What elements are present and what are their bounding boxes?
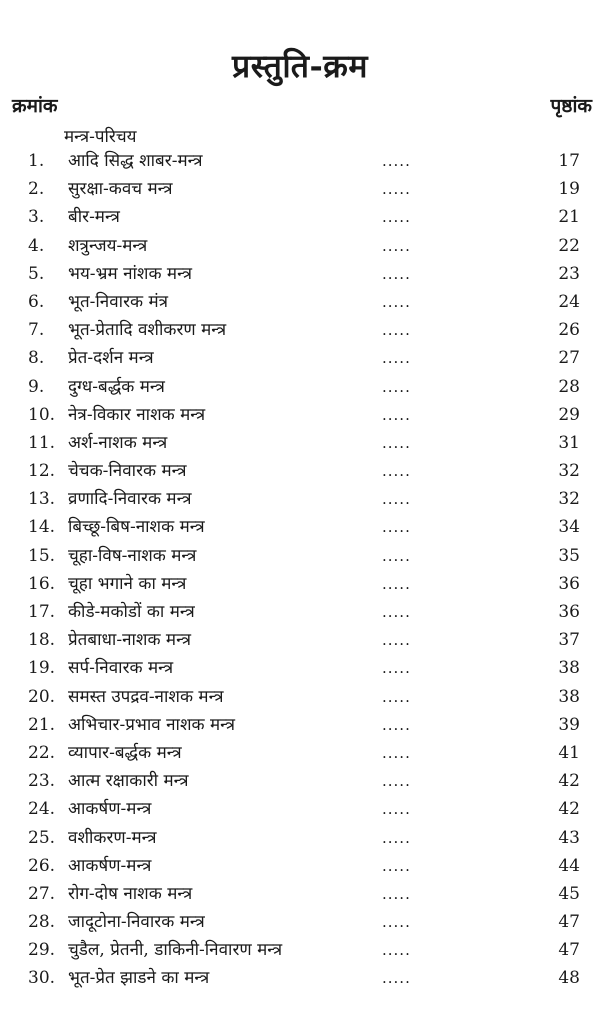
entry-title: सर्प-निवारक मन्त्र (68, 658, 174, 679)
dot-leader: ..... (382, 743, 411, 762)
toc-entry (0, 147, 600, 175)
entry-number: 3. (28, 207, 45, 228)
toc-entry (0, 683, 600, 711)
dot-leader: ..... (382, 236, 411, 255)
toc-entry (0, 711, 600, 739)
entry-number: 4. (28, 235, 45, 256)
entry-title: प्रेतबाधा-नाशक मन्त्र (68, 630, 192, 651)
toc-entry (0, 767, 600, 795)
toc-entry (0, 964, 600, 992)
entry-title: भय-भ्रम नांशक मन्त्र (68, 263, 193, 284)
entry-number: 14. (28, 517, 56, 538)
toc-entry (0, 795, 600, 823)
toc-list (0, 147, 600, 993)
dot-leader: ..... (382, 490, 411, 509)
entry-page-number: 36 (558, 602, 580, 622)
entry-page-number: 42 (558, 799, 580, 820)
dot-leader: ..... (382, 433, 411, 452)
entry-page-number: 45 (558, 883, 580, 904)
entry-title: चूहा भगाने का मन्त्र (68, 573, 187, 594)
entry-number: 7. (28, 320, 45, 341)
entry-page-number: 35 (558, 545, 580, 566)
serial-number-column-header: क्रमांक (12, 95, 58, 117)
entry-number: 15. (28, 545, 56, 566)
entry-number: 29. (28, 940, 56, 961)
entry-title: व्रणादि-निवारक मन्त्र (68, 489, 192, 510)
page-number-column-header: पृष्ठांक (550, 95, 592, 117)
dot-leader: ..... (382, 687, 411, 706)
entry-page-number: 41 (558, 742, 580, 763)
entry-title: चेचक-निवारक मन्त्र (68, 461, 187, 482)
entry-number: 24. (28, 799, 56, 820)
dot-leader: ..... (382, 659, 411, 678)
dot-leader: ..... (382, 800, 411, 819)
toc-entry (0, 880, 600, 908)
entry-number: 22. (28, 742, 56, 763)
dot-leader: ..... (382, 405, 411, 424)
dot-leader: ..... (382, 884, 411, 903)
entry-number: 21. (28, 714, 56, 735)
toc-entry (0, 485, 600, 513)
dot-leader: ..... (382, 574, 411, 593)
toc-entry (0, 936, 600, 964)
toc-entry (0, 739, 600, 767)
entry-title: कीडे-मकोडों का मन्त्र (68, 602, 195, 622)
entry-page-number: 29 (558, 404, 580, 425)
entry-page-number: 43 (558, 827, 580, 848)
entry-title: प्रेत-दर्शन मन्त्र (68, 348, 154, 369)
toc-entry (0, 654, 600, 682)
dot-leader: ..... (382, 377, 411, 396)
entry-page-number: 47 (558, 940, 580, 961)
entry-number: 26. (28, 855, 56, 876)
toc-entry (0, 824, 600, 852)
entry-title: चुडैल, प्रेतनी, डाकिनी-निवारण मन्त्र (68, 940, 283, 961)
entry-title: बीर-मन्त्र (68, 207, 120, 228)
dot-leader: ..... (382, 321, 411, 340)
entry-number: 17. (28, 602, 56, 622)
dot-leader: ..... (382, 546, 411, 565)
entry-number: 5. (28, 263, 45, 284)
dot-leader: ..... (382, 772, 411, 791)
entry-page-number: 47 (558, 912, 580, 933)
entry-number: 10. (28, 404, 56, 425)
toc-entry (0, 626, 600, 654)
entry-title: आकर्षण-मन्त्र (68, 799, 152, 820)
entry-page-number: 19 (558, 179, 580, 200)
entry-page-number: 32 (558, 461, 580, 482)
dot-leader: ..... (382, 631, 411, 650)
dot-leader: ..... (382, 349, 411, 368)
section-label: मन्त्र-परिचय (64, 127, 137, 147)
entry-number: 12. (28, 461, 56, 482)
entry-title: रोग-दोष नाशक मन्त्र (68, 883, 193, 904)
toc-entry (0, 260, 600, 288)
entry-page-number: 38 (558, 686, 580, 707)
entry-page-number: 17 (558, 151, 580, 171)
toc-entry (0, 598, 600, 626)
entry-number: 9. (28, 376, 45, 397)
entry-page-number: 32 (558, 489, 580, 510)
entry-page-number: 34 (558, 517, 580, 538)
toc-entry (0, 542, 600, 570)
entry-title: भूत-प्रेत झाडने का मन्त्र (68, 968, 210, 989)
entry-number: 1. (28, 151, 45, 171)
dot-leader: ..... (382, 856, 411, 875)
entry-page-number: 23 (558, 263, 580, 284)
entry-title: नेत्र-विकार नाशक मन्त्र (68, 404, 206, 425)
entry-page-number: 44 (558, 855, 580, 876)
entry-page-number: 31 (558, 432, 580, 453)
entry-title: आदि सिद्ध शाबर-मन्त्र (68, 151, 203, 171)
entry-title: आत्म रक्षाकारी मन्त्र (68, 771, 189, 792)
toc-entry (0, 316, 600, 344)
dot-leader: ..... (382, 969, 411, 988)
entry-number: 23. (28, 771, 56, 792)
dot-leader: ..... (382, 603, 411, 621)
entry-title: सुरक्षा-कवच मन्त्र (68, 179, 173, 200)
entry-title: दुग्ध-बर्द्धक मन्त्र (68, 376, 165, 397)
page-title: प्रस्तुति-क्रम (232, 47, 368, 85)
toc-entry (0, 513, 600, 541)
entry-title: जादूटोना-निवारक मन्त्र (68, 912, 205, 933)
entry-title: चूहा-विष-नाशक मन्त्र (68, 545, 197, 566)
toc-entry (0, 373, 600, 401)
entry-number: 19. (28, 658, 56, 679)
toc-entry (0, 457, 600, 485)
entry-page-number: 38 (558, 658, 580, 679)
entry-number: 8. (28, 348, 45, 369)
entry-number: 30. (28, 968, 56, 989)
entry-title: अर्श-नाशक मन्त्र (68, 432, 168, 453)
toc-entry (0, 344, 600, 372)
entry-title: भूत-निवारक मंत्र (68, 291, 169, 312)
entry-page-number: 42 (558, 771, 580, 792)
dot-leader: ..... (382, 518, 411, 537)
entry-number: 28. (28, 912, 56, 933)
entry-page-number: 24 (558, 291, 580, 312)
entry-title: बिच्छू-बिष-नाशक मन्त्र (68, 517, 205, 538)
entry-title: भूत-प्रेतादि वशीकरण मन्त्र (68, 320, 227, 341)
entry-number: 27. (28, 883, 56, 904)
entry-number: 13. (28, 489, 56, 510)
entry-page-number: 22 (558, 235, 580, 256)
entry-page-number: 28 (558, 376, 580, 397)
dot-leader: ..... (382, 264, 411, 283)
dot-leader: ..... (382, 715, 411, 734)
toc-entry (0, 232, 600, 260)
toc-entry (0, 429, 600, 457)
dot-leader: ..... (382, 941, 411, 960)
dot-leader: ..... (382, 828, 411, 847)
dot-leader: ..... (382, 180, 411, 199)
dot-leader: ..... (382, 152, 411, 170)
toc-entry (0, 852, 600, 880)
entry-title: आकर्षण-मन्त्र (68, 855, 152, 876)
entry-number: 11. (28, 432, 56, 453)
entry-number: 20. (28, 686, 56, 707)
toc-entry (0, 175, 600, 203)
entry-number: 25. (28, 827, 56, 848)
entry-page-number: 39 (558, 714, 580, 735)
toc-entry (0, 570, 600, 598)
toc-entry (0, 908, 600, 936)
entry-page-number: 37 (558, 630, 580, 651)
entry-title: शत्रुन्जय-मन्त्र (68, 235, 148, 256)
toc-entry (0, 288, 600, 316)
dot-leader: ..... (382, 208, 411, 227)
dot-leader: ..... (382, 462, 411, 481)
dot-leader: ..... (382, 913, 411, 932)
entry-page-number: 21 (558, 207, 580, 228)
entry-page-number: 48 (558, 968, 580, 989)
entry-number: 2. (28, 179, 45, 200)
entry-number: 18. (28, 630, 56, 651)
entry-page-number: 36 (558, 573, 580, 594)
entry-title: अभिचार-प्रभाव नाशक मन्त्र (68, 714, 236, 735)
entry-number: 16. (28, 573, 56, 594)
entry-page-number: 27 (558, 348, 580, 369)
entry-title: वशीकरण-मन्त्र (68, 827, 157, 848)
entry-page-number: 26 (558, 320, 580, 341)
toc-entry (0, 203, 600, 231)
entry-number: 6. (28, 291, 45, 312)
entry-title: समस्त उपद्रव-नाशक मन्त्र (68, 686, 224, 707)
toc-entry (0, 401, 600, 429)
entry-title: व्यापार-बर्द्धक मन्त्र (68, 742, 182, 763)
dot-leader: ..... (382, 292, 411, 311)
